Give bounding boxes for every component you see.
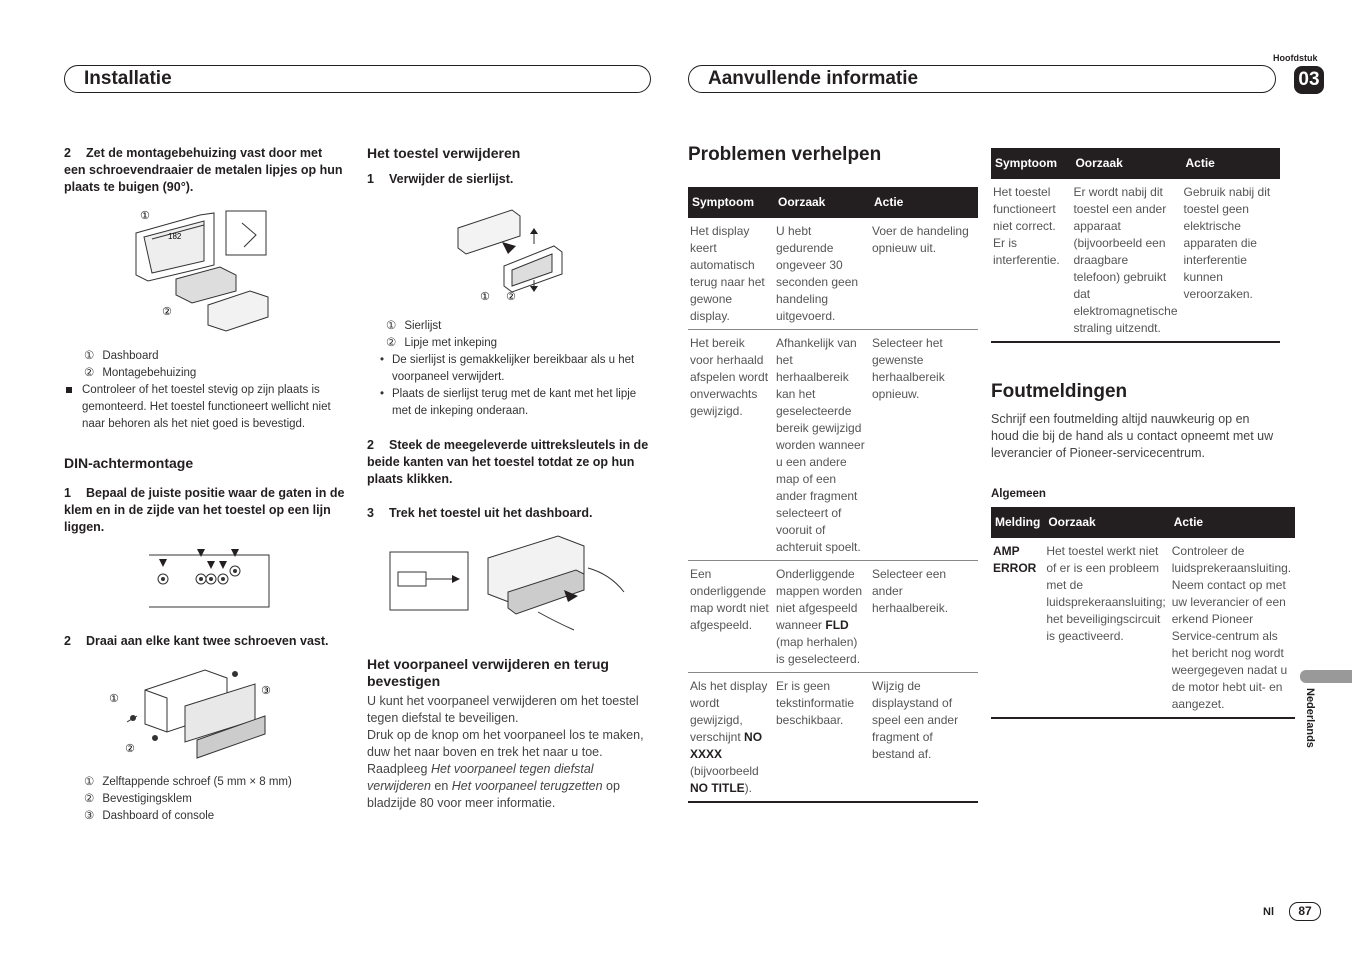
cell-symptom: Het toestel functioneert niet correct. Er is interferentie. [991, 179, 1071, 342]
fig3-callout-1: ① [109, 692, 119, 705]
language-tab-label: Nederlands [1304, 688, 1316, 748]
general-label: Algemeen [991, 488, 1046, 500]
header-symptom: Symptoom [991, 148, 1071, 179]
table-header-row [991, 507, 1295, 538]
remove-title: Het toestel verwijderen [367, 145, 521, 161]
fig4-callout-2: ② [506, 290, 516, 303]
remove-step-2: 2 Steek de meegeleverde uittreksleutels in de beide kanten van het toestel totdat ze op hun plaats klikken. [367, 438, 649, 486]
error-messages-title: Foutmeldingen [991, 381, 1128, 402]
section-header-left [64, 65, 651, 93]
language-tab-marker [1300, 670, 1352, 683]
cell-cause: Er is geen tekstinformatie beschikbaar. [774, 673, 870, 803]
cell-cause: Afhankelijk van het herhaalbereik kan het geselecteerde bereik gewijzigd worden wanneer u een andere map of een ander fragment selecteert of vooruit of achteruit spoelt. [774, 330, 870, 561]
din-step-2: 2 Draai aan elke kant twee schroeven vast. [64, 634, 329, 648]
cell-action: Selecteer een ander herhaalbereik. [870, 561, 978, 673]
column-1 [64, 145, 346, 196]
fig4-callout-1: ① [480, 290, 490, 303]
cell-action: Controleer de luidsprekeraansluiting. Neem contact op met uw leverancier of een erkend Pioneer Service-centrum als het bericht nog wordt weergegeven nadat u de motor hebt uit- en aangezet. [1170, 538, 1295, 718]
fig1-captions [84, 348, 344, 382]
fig4-caption-2: ② Lipje met inkeping [386, 337, 498, 349]
fig1-dimension-label: 182 [168, 232, 182, 241]
header-message: Melding [991, 507, 1044, 538]
chapter-label: Hoofdstuk [1273, 53, 1318, 63]
fig3-caption-3: ③ Dashboard of console [84, 810, 215, 822]
footer-lang-code: Nl [1263, 906, 1274, 918]
cell-symptom: Een onderliggende map wordt niet afgespeeld. [688, 561, 774, 673]
din-title: DIN-achtermontage [64, 455, 194, 471]
fig4-caption-1: ① Sierlijst [386, 320, 442, 332]
fig1-caption-1: ① Dashboard [84, 350, 159, 362]
fig1-caption-2: ② Montagebehuizing [84, 367, 197, 379]
cell-symptom: Het display keert automatisch terug naar het gewone display. [688, 218, 774, 330]
error-table [991, 507, 1295, 719]
front-panel-title: Het voorpaneel verwijderen en terug bevestigen [367, 656, 609, 689]
figure-din-holes [145, 545, 275, 610]
troubleshooting-title: Problemen verhelpen [688, 144, 882, 165]
cell-action: Voer de handeling opnieuw uit. [870, 218, 978, 330]
figure-trim-ring [450, 198, 570, 308]
front-panel-section [367, 656, 649, 812]
header-action: Actie [1182, 148, 1280, 179]
cell-symptom: Als het display wordt gewijzigd, verschijnt NO XXXX (bijvoorbeeld NO TITLE). [688, 673, 774, 803]
section-header-right [688, 65, 1276, 93]
cell-message: AMP ERROR [991, 538, 1044, 718]
fig3-caption-2: ② Bevestigingsklem [84, 793, 192, 805]
cell-cause: Er wordt nabij dit toestel een ander apparaat (bijvoorbeeld een draagbare telefoon) gebruikt dat elektromagnetische straling uitzendt. [1071, 179, 1181, 342]
table-row [991, 179, 1280, 342]
figure-extraction-keys [388, 528, 633, 633]
cell-cause: Het toestel werkt niet of er is een probleem met de luidsprekeraansluiting; het beveiligingscircuit is geactiveerd. [1044, 538, 1169, 718]
page-number: 87 [1289, 902, 1321, 921]
fig3-captions [84, 774, 354, 825]
fig1-callout-1: ① [140, 209, 150, 222]
fig3-callout-2: ② [125, 742, 135, 755]
header-cause: Oorzaak [1071, 148, 1181, 179]
front-panel-p1: U kunt het voorpaneel verwijderen om het toestel tegen diefstal te beveiligen. [367, 694, 639, 725]
remove-bullet-1: • De sierlijst is gemakkelijker bereikbaar als u het voorpaneel verwijdert. [374, 352, 648, 386]
chapter-number-badge: 03 [1294, 66, 1324, 94]
figure-mounting-sleeve [130, 205, 280, 335]
remove-bullet-2: • Plaats de sierlijst terug met de kant met het lipje met de inkeping onderaan. [374, 386, 648, 420]
table-header-row [991, 148, 1280, 179]
troubleshooting-table [688, 187, 978, 803]
table-row [688, 218, 978, 330]
remove-captions [386, 318, 648, 420]
section-title-installatie: Installatie [84, 68, 172, 89]
install-note: Controleer of het toestel stevig op zijn plaats is gemonteerd. Het toestel functioneert wellicht niet naar behoren als het niet goed is bevestigd. [64, 382, 352, 433]
header-cause: Oorzaak [774, 187, 870, 218]
cell-cause: Onderliggende mappen worden niet afgespeeld wanneer FLD (map herhalen) is geselecteerd. [774, 561, 870, 673]
header-action: Actie [870, 187, 978, 218]
fig3-caption-1: ① Zelftappende schroef (5 mm × 8 mm) [84, 776, 292, 788]
cell-action: Gebruik nabij dit toestel geen elektrische apparaten die interferentie kunnen veroorzaken. [1182, 179, 1280, 342]
din-step-1: 1 Bepaal de juiste positie waar de gaten in de klem en in de zijde van het toestel op een lijn liggen. [64, 486, 345, 534]
figure-screws-bracket [105, 660, 280, 760]
fig1-callout-2: ② [162, 305, 172, 318]
cell-symptom: Het bereik voor herhaald afspelen wordt onverwachts gewijzigd. [688, 330, 774, 561]
troubleshooting-table-cont [991, 148, 1280, 343]
table-row [688, 561, 978, 673]
front-panel-p2: Druk op de knop om het voorpaneel los te maken, duw het naar boven en trek het naar u toe. [367, 728, 644, 759]
cell-cause: U hebt gedurende ongeveer 30 seconden geen handeling uitgevoerd. [774, 218, 870, 330]
din-section [64, 455, 346, 536]
error-intro: Schrijf een foutmelding altijd nauwkeurig op en houd die bij de hand als u contact opneemt met uw leverancier of Pioneer-servicecentrum. [991, 412, 1274, 460]
header-symptom: Symptoom [688, 187, 774, 218]
cell-action: Wijzig de displaystand of speel een ander fragment of bestand af. [870, 673, 978, 803]
section-title-aanvullende: Aanvullende informatie [708, 68, 919, 89]
fig3-callout-3: ③ [261, 684, 271, 697]
cell-action: Selecteer het gewenste herhaalbereik opnieuw. [870, 330, 978, 561]
remove-step-1: 1 Verwijder de sierlijst. [367, 172, 514, 186]
remove-step-3: 3 Trek het toestel uit het dashboard. [367, 506, 593, 520]
step-2-mount: 2 Zet de montagebehuizing vast door met een schroevendraaier de metalen lipjes op hun plaats te buigen (90°). [64, 146, 343, 194]
header-action: Actie [1170, 507, 1295, 538]
front-panel-p3: Raadpleeg Het voorpaneel tegen diefstal verwijderen en Het voorpaneel terugzetten op bladzijde 80 voor meer informatie. [367, 762, 620, 810]
table-row [991, 538, 1295, 718]
column-2 [367, 145, 649, 188]
table-row [688, 330, 978, 561]
table-row [688, 673, 978, 803]
table-header-row [688, 187, 978, 218]
header-cause: Oorzaak [1044, 507, 1169, 538]
